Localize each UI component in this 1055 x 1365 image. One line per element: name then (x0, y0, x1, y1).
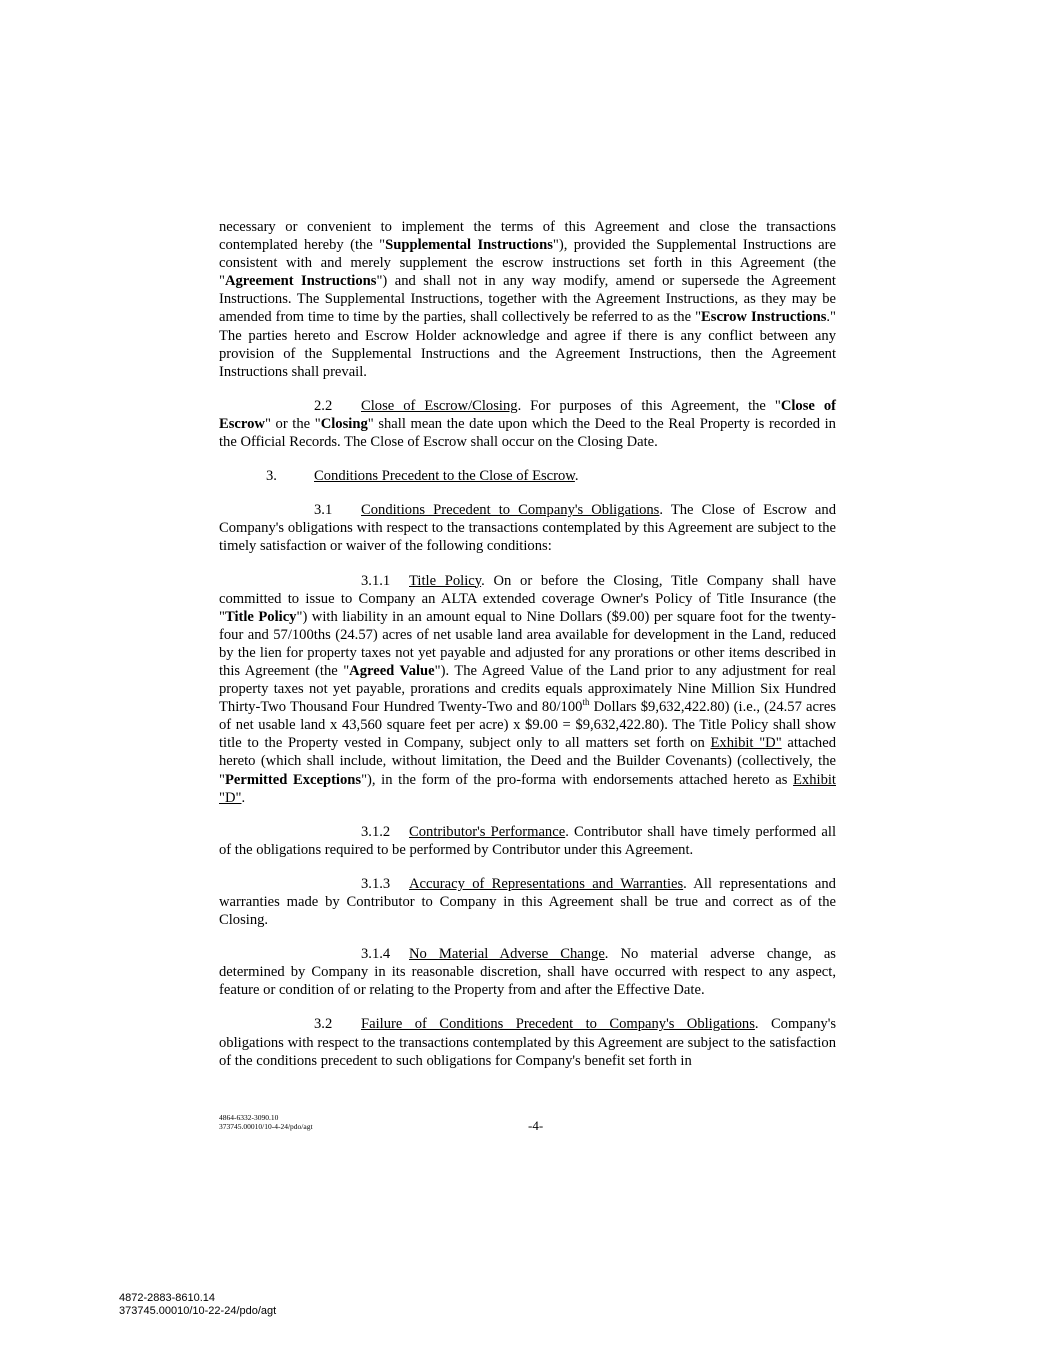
section-caption: Conditions Precedent to the Close of Escrow (314, 468, 575, 485)
exhibit-reference: Exhibit "D" (710, 735, 782, 752)
stamp-doc-reference: 373745.00010/10-22-24/pdo/agt (119, 1305, 277, 1317)
section-caption: Accuracy of Representations and Warranties (409, 875, 684, 892)
document-body (219, 218, 836, 1086)
section-3-1: 3.1 Conditions Precedent to Company's Obligations. The Close of Escrow and Company's obligations with respect to the transactions contemplated by this Agreement are subject to the timely satisfaction or waiver of the following conditions: (219, 502, 837, 555)
section-number: 3.2 (314, 1016, 333, 1033)
defined-term: Supplemental Instructions (385, 237, 553, 254)
section-caption: Close of Escrow/Closing (361, 397, 518, 414)
section-caption: Contributor's Performance (409, 823, 566, 840)
section-3-1-3: 3.1.3 Accuracy of Representations and Warranties. All representations and warranties made by Contributor to Company in this Agreement shall be true and correct as of the Closing. (219, 875, 836, 929)
exhibit-reference: Exhibit "D" (219, 771, 836, 806)
section-number: 3.1 (314, 502, 333, 519)
footer-doc-reference: 373745.00010/10-4-24/pdo/agt (219, 1122, 313, 1131)
stamp-doc-number: 4872-2883-8610.14 (119, 1292, 216, 1304)
page-number: -4- (528, 1118, 544, 1133)
section-number: 3. (266, 468, 277, 485)
defined-term: Agreed Value (349, 662, 435, 679)
section-3-1-1: 3.1.1 Title Policy. On or before the Closing, Title Company shall have committed to issue to Company an ALTA extended coverage Owner's Policy of Title Insurance (the "Title Policy") with liability in an amount equal to Nine Dollars ($9.00) per square foot for the twenty-four and 57/100ths (24.57) acres of net usable land area available for development in the Land, reduced by the lien for property taxes not yet payable and adjusted for any prorations or other items described in this Agreement (the "Agreed Value"). The Agreed Value of the Land prior to any adjustment for real property taxes not yet payable, prorations and credits equals approximately Nine Million Six Hundred Thirty-Two Thousand Four Hundred Twenty-Two and 80/100th Dollars $9,632,422.80) (i.e., (24.57 acres of net usable land x 43,560 square feet per acre) x $9.00 = $9,632,422.80). The Title Policy shall show title to the Property vested in Company, subject only to all matters set forth on Exhibit "D" attached hereto (which shall include, without limitation, the Deed and the Builder Covenants) (collectively, the "Permitted Exceptions"), in the form of the pro-forma with endorsements attached hereto as Exhibit "D". (219, 572, 837, 806)
defined-term: Escrow Instructions (701, 309, 827, 326)
section-caption: Failure of Conditions Precedent to Company's Obligations (361, 1016, 755, 1033)
section-2-2: 2.2 Close of Escrow/Closing. For purposes of this Agreement, the "Close of Escrow" or the "Closing" shall mean the date upon which the Deed to the Real Property is recorded in the Official Records. The Close of Escrow shall occur on the Closing Date. (219, 397, 836, 451)
section-3-1-2: 3.1.2 Contributor's Performance. Contributor shall have timely performed all of the obligations required to be performed by Contributor under this Agreement. (219, 823, 836, 858)
superscript: th (582, 697, 590, 708)
defined-term: Permitted Exceptions (224, 771, 362, 788)
section-caption: No Material Adverse Change (409, 946, 605, 963)
section-3: 3. Conditions Precedent to the Close of Escrow. (266, 468, 579, 485)
footer-doc-id (219, 1113, 313, 1131)
defined-term: Close of Escrow (219, 397, 836, 432)
defined-term: Title Policy (224, 608, 297, 625)
defined-term: Agreement Instructions (224, 273, 377, 290)
section-caption: Conditions Precedent to Company's Obligations (361, 502, 660, 519)
footer-doc-number: 4864-6332-3090.10 (219, 1113, 279, 1122)
document-stamp (119, 1292, 276, 1318)
section-number: 3.1.1 (361, 572, 391, 589)
section-number: 3.1.3 (361, 875, 391, 892)
section-number: 3.1.2 (361, 823, 391, 840)
defined-term: Closing (320, 415, 368, 432)
section-3-2: 3.2 Failure of Conditions Precedent to Company's Obligations. Company's obligations with respect to the transactions contemplated by this Agreement are subject to the satisfaction of the conditions precedent to such obligations for Company's benefit set forth in (219, 1016, 836, 1069)
section-number: 3.1.4 (361, 946, 391, 963)
section-caption: Title Policy (409, 572, 482, 589)
section-number: 2.2 (314, 397, 333, 414)
paragraph-escrow-instructions: necessary or convenient to implement the terms of this Agreement and close the transactions contemplated hereby (the "Supplemental Instructions"), provided the Supplemental Instructions are consistent with and merely supplement the escrow instructions set forth in this Agreement (the "Agreement Instructions") and shall not in any way modify, amend or supersede the Agreement Instructions. The Supplemental Instructions, together with the Agreement Instructions, as they may be amended from time to time by the parties, shall collectively be referred to as the "Escrow Instructions." The parties hereto and Escrow Holder acknowledge and agree if there is any conflict between any provision of the Supplemental Instructions and the Agreement Instructions, then the Agreement Instructions shall prevail. (219, 219, 836, 380)
section-3-1-4: 3.1.4 No Material Adverse Change. No material adverse change, as determined by Company in its reasonable discretion, shall have occurred with respect to any aspect, feature or condition of or relating to the Property from and after the Effective Date. (219, 946, 836, 999)
